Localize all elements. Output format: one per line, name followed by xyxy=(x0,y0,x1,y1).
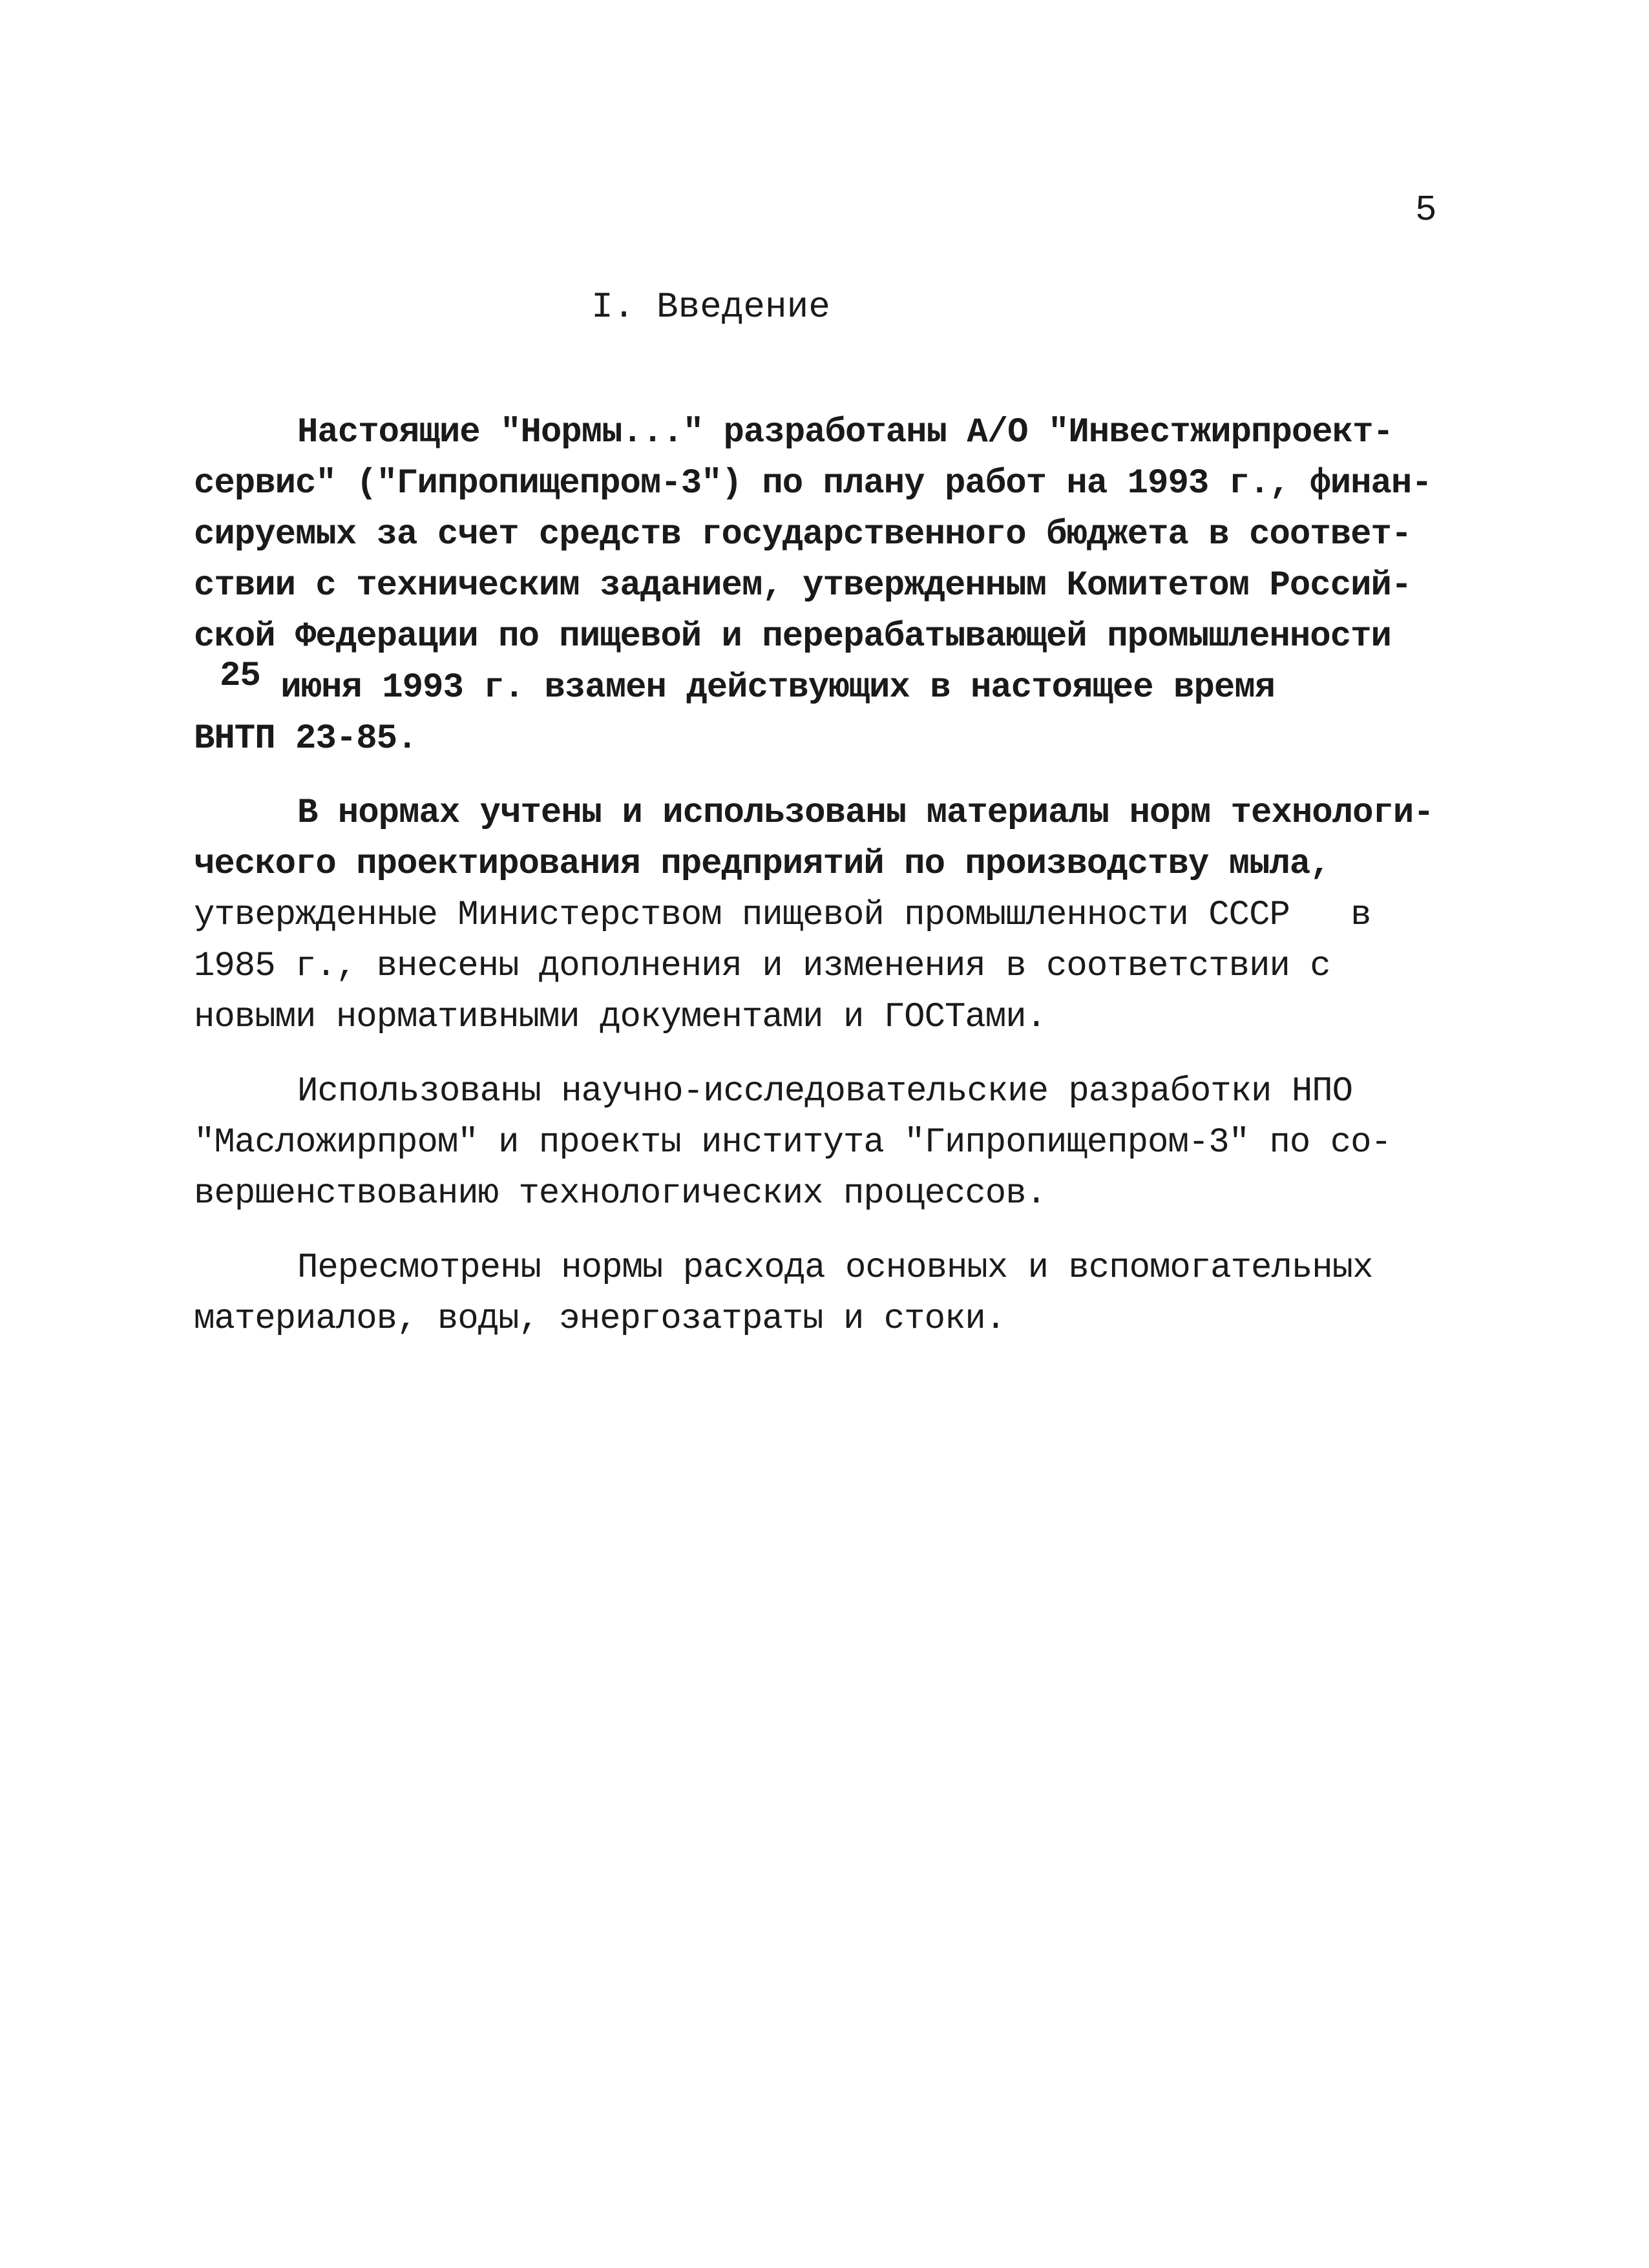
text-line: "Масложирпром" и проекты института "Гипропищепром-3" по со- xyxy=(194,1123,1391,1162)
section-heading: I. Введение xyxy=(591,286,830,328)
text-line: Пересмотрены нормы расхода основных и вспомогательных xyxy=(297,1248,1373,1288)
text-line: вершенствованию технологических процессов. xyxy=(194,1174,1047,1213)
paragraph-revised xyxy=(194,1243,1447,1345)
text-line: ской Федерации по пищевой и перерабатывающей промышленности xyxy=(194,617,1391,656)
text-line: сервис" ("Гипропищепром-3") по плану работ на 1993 г., финан- xyxy=(194,464,1432,503)
document-body xyxy=(194,407,1447,1368)
page-number: 5 xyxy=(1415,189,1437,231)
handwritten-day: 25 xyxy=(220,656,260,696)
text-line-date xyxy=(194,656,1447,713)
text-line: ческого проектирования предприятий по производству мыла, xyxy=(194,845,1330,884)
text-line: 1985 г., внесены дополнения и изменения в соответствии с xyxy=(194,947,1330,986)
text-line: Использованы научно-исследовательские разработки НПО xyxy=(297,1072,1353,1111)
text-line: утвержденные Министерством пищевой промышленности СССР в xyxy=(194,896,1371,935)
text-line: В нормах учтены и использованы материалы норм технологи- xyxy=(297,793,1434,833)
text-line: ствии с техническим заданием, утвержденным Комитетом Россий- xyxy=(194,566,1412,605)
text-line: новыми нормативными документами и ГОСТами. xyxy=(194,998,1047,1037)
paragraph-intro xyxy=(194,407,1447,764)
text-line: Настоящие "Нормы..." разработаны А/О "Инвестжирпроект- xyxy=(297,413,1393,452)
text-line: ВНТП 23-85. xyxy=(194,719,417,759)
text-line: сируемых за счет средств государственного бюджета в соответ- xyxy=(194,515,1412,554)
date-line-text: июня 1993 г. взамен действующих в настоящее время xyxy=(280,668,1276,708)
paragraph-materials xyxy=(194,788,1447,1043)
paragraph-research xyxy=(194,1066,1447,1219)
text-line: материалов, воды, энергозатраты и стоки. xyxy=(194,1299,1006,1339)
